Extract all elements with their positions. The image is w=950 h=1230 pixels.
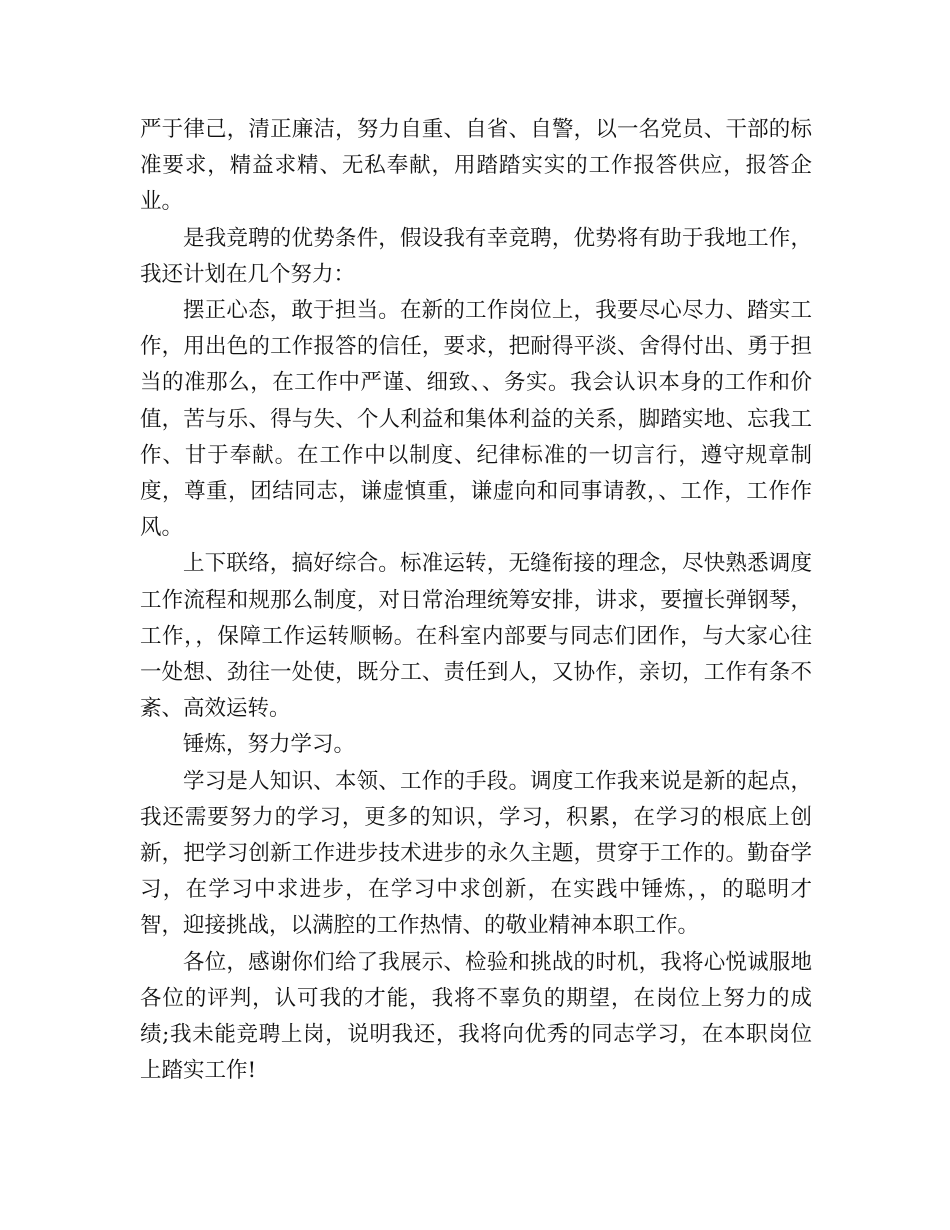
paragraph-3: 摆正心态，敢于担当。在新的工作岗位上，我要尽心尽力、踏实工作，用出色的工作报答的信任，要求，把耐得平淡、舍得付出、勇于担当的准那么，在工作中严谨、细致、、务实。我会认识本身的工作和价值，苦与乐、得与失、个人利益和集体利益的关系，脚踏实地、忘我工作、甘于奉献。在工作中以制度、纪律标准的一切言行，遵守规章制度，尊重，团结同志，谦虚慎重，谦虚向和同事请教，、工作，工作作风。 bbox=[140, 298, 812, 541]
document-body bbox=[140, 112, 812, 1089]
paragraph-1: 严于律己，清正廉洁，努力自重、自省、自警，以一名党员、干部的标准要求，精益求精、无私奉献，用踏踏实实的工作报答供应，报答企业。 bbox=[140, 117, 812, 215]
paragraph-2: 是我竞聘的优势条件，假设我有幸竞聘，优势将有助于我地工作，我还计划在几个努力： bbox=[140, 225, 812, 287]
paragraph-7: 各位，感谢你们给了我展示、检验和挑战的时机，我将心悦诚服地各位的评判，认可我的才能，我将不辜负的期望，在岗位上努力的成绩;我未能竞聘上岗，说明我还，我将向优秀的同志学习，在本职岗位上踏实工作! bbox=[140, 949, 812, 1084]
paragraph-4: 上下联络，搞好综合。标准运转，无缝衔接的理念，尽快熟悉调度工作流程和规那么制度，对日常治理统筹安排，讲求，要擅长弹钢琴，工作，，保障工作运转顺畅。在科室内部要与同志们团作，与大家心往一处想、劲往一处使，既分工、责任到人，又协作，亲切，工作有条不紊、高效运转。 bbox=[140, 551, 812, 722]
paragraph-5: 锤炼，努力学习。 bbox=[183, 732, 356, 758]
paragraph-6: 学习是人知识、本领、工作的手段。调度工作我来说是新的起点，我还需要努力的学习，更多的知识，学习，积累，在学习的根底上创新，把学习创新工作进步技术进步的永久主题，贯穿于工作的。勤奋学习，在学习中求进步，在学习中求创新，在实践中锤炼，，的聪明才智，迎接挑战，以满腔的工作热情、的敬业精神本职工作。 bbox=[140, 768, 812, 939]
